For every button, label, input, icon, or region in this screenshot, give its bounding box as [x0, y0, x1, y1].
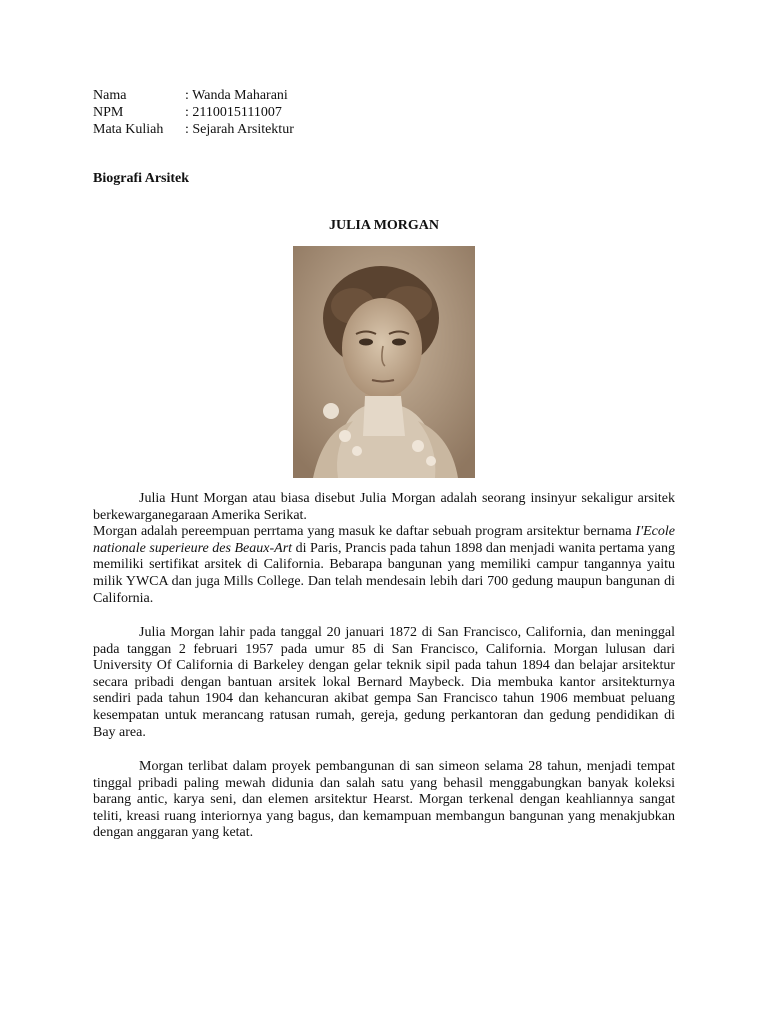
info-row-npm: [93, 105, 294, 122]
info-label: Mata Kuliah: [93, 122, 164, 137]
info-value: : 2110015111007: [185, 105, 282, 120]
info-label: Nama: [93, 88, 127, 103]
paragraph-text: di Paris, Prancis pada tahun 1898 dan menjadi wanita pertama yang memiliki sertifikat arsitek di California. Bebarapa bangunan yang memiliki campur tangannya yaitu milik YWCA dan juga Mills College. Dan telah mendesain lebih dari 700 gedung maupun bangunan di California.: [93, 540, 675, 606]
portrait-photo: [293, 246, 475, 478]
paragraph-text: Julia Hunt Morgan atau biasa disebut Julia Morgan adalah seorang insinyur sekaligur arsitek berkewarganegaraan Amerika Serikat.: [93, 491, 675, 523]
page-title: JULIA MORGAN: [328, 218, 440, 233]
paragraph-text: Morgan adalah pereempuan perrtama yang masuk ke daftar sebuah program arsitektur bernama: [93, 524, 636, 540]
paragraph-life: [93, 625, 675, 741]
info-row-mata-kuliah: [93, 122, 294, 139]
info-label: NPM: [93, 105, 124, 120]
paragraph-works: [93, 759, 675, 842]
section-heading: Biografi Arsitek: [93, 171, 190, 186]
info-value: : Wanda Maharani: [185, 88, 288, 103]
paragraph-intro: [93, 491, 675, 607]
paragraph-text: Julia Morgan lahir pada tanggal 20 januari 1872 di San Francisco, California, dan meninggal pada tanggan 2 februari 1957 pada umur 85 di San Francisco, California. Morgan lulusan dari University Of California di Barkeley dengan gelar teknik sipil pada tahun 1894 dan belajar arsitektur secara pribadi dengan bantuan arsitek lokal Bernard Maybeck. Dia membuka kantor arsitekturnya sendiri pada tahun 1904 dan kehancuran akibat gempa San Francisco tahun 1906 membuat peluang kesempatan untuk merancang ratusan rumah, gereja, gedung perkantoran dan gedung pendidikan di Bay area.: [93, 625, 675, 740]
school-name: I'Ecole nationale superieure des Beaux-Art: [93, 524, 675, 556]
student-info: [93, 88, 294, 139]
info-value: : Sejarah Arsitektur: [185, 122, 294, 137]
paragraph-text: Morgan terlibat dalam proyek pembangunan di san simeon selama 28 tahun, menjadi tempat tinggal pribadi paling mewah didunia dan salah satu yang behasil menggabungkan banyak koleksi barang antic, karya seni, dan elemen arsitektur Hearst. Morgan terkenal dengan keahliannya sangat teliti, kreasi ruang interiornya yang bagus, dan kemampuan membangun bangunan yang menakjubkan dengan anggaran yang ketat.: [93, 759, 675, 841]
info-row-nama: [93, 88, 294, 105]
